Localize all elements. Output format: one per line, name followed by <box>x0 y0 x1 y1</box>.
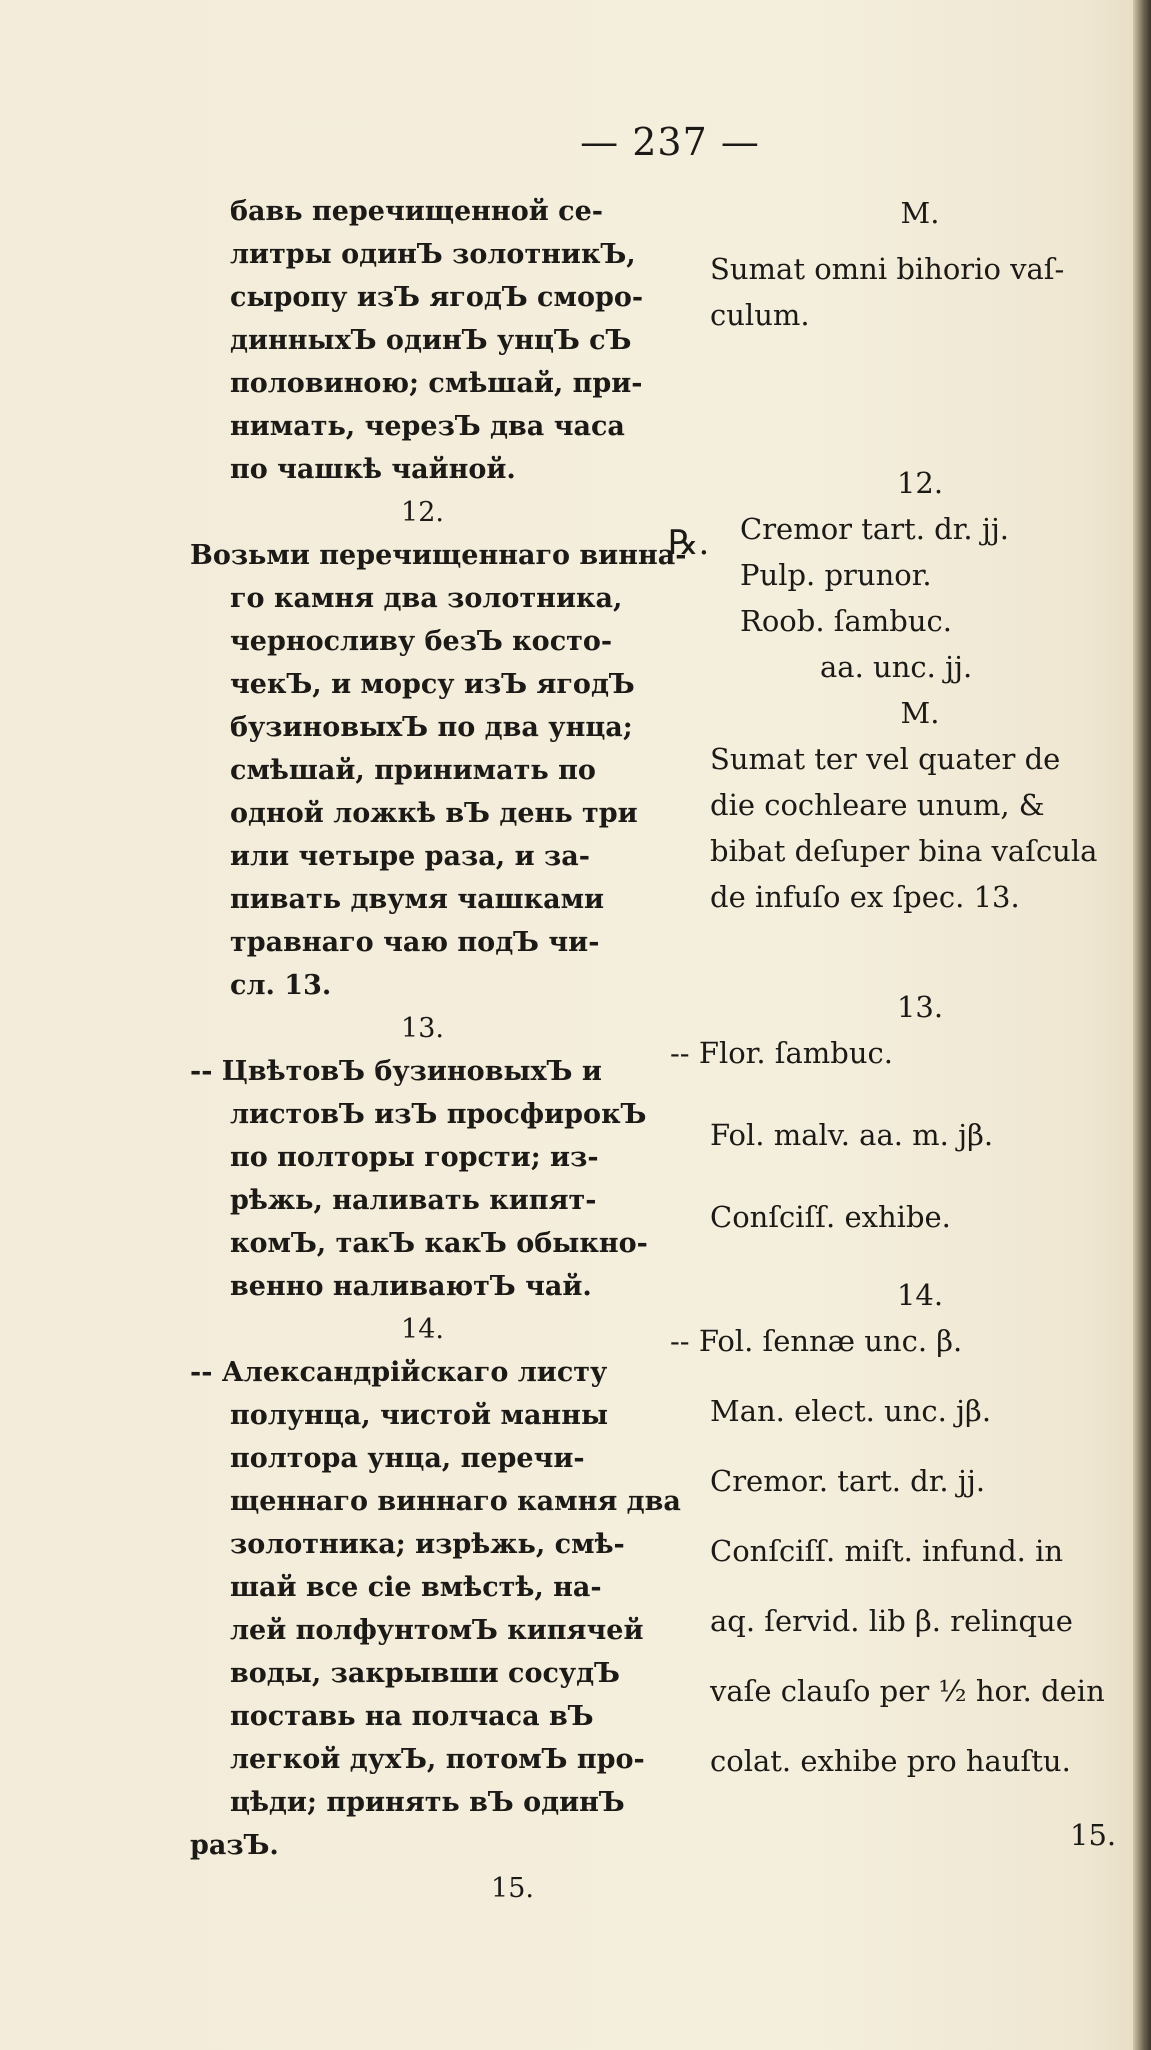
recipe-number: 12. <box>401 497 444 528</box>
text-line: aq. ſervid. lib β. relinque <box>710 1604 1073 1638</box>
text-line: по полторы горсти; из- <box>230 1142 599 1173</box>
text-line: Fol. malv. aa. m. jβ. <box>710 1118 994 1152</box>
text-line: динныхЪ одинЪ унцЪ сЪ <box>230 325 632 356</box>
russian-column <box>190 190 687 1910</box>
recipe-number: 15. <box>491 1873 534 1904</box>
text-line: Cremor. tart. dr. jj. <box>710 1464 986 1498</box>
text-line: лей полфунтомЪ кипячей <box>230 1615 644 1646</box>
text-line: culum. <box>710 298 810 332</box>
text-line: пивать двумя чашками <box>230 884 605 915</box>
text-line: сл. 13. <box>230 970 332 1001</box>
rx-symbol: ℞. <box>668 523 710 563</box>
text-line: бавь перечищенной се- <box>230 196 603 227</box>
text-line: Sumat omni bihorio vaſ- <box>710 252 1065 286</box>
recipe-number: 14. <box>401 1314 444 1345</box>
text-line: чекЪ, и морсу изЪ ягодЪ <box>230 669 635 700</box>
recipe-number: 13. <box>401 1013 444 1044</box>
text-line: поставь на полчаса вЪ <box>230 1701 594 1732</box>
recipe-number: 14. <box>896 1278 944 1312</box>
text-line: -- Александрійскаго листу <box>190 1357 608 1388</box>
text-line: разЪ. <box>190 1830 279 1861</box>
text-line: смѣшай, принимать по <box>230 755 596 786</box>
text-line: Conſciſſ. exhibe. <box>710 1200 951 1234</box>
text-line: Pulp. prunor. <box>740 558 932 592</box>
text-line: по чашкѣ чайной. <box>230 454 516 485</box>
text-line: шай все сіе вмѣстѣ, на- <box>230 1572 602 1603</box>
text-line: Возьми перечищеннаго винна- <box>190 540 687 571</box>
text-line: травнаго чаю подЪ чи- <box>230 927 600 958</box>
recipe-number: 13. <box>896 990 944 1024</box>
text-line: Conſciſſ. miſt. infund. in <box>710 1534 1064 1568</box>
text-line: щеннаго виннаго камня два <box>230 1486 681 1517</box>
text-line: aa. unc. jj. <box>820 650 973 684</box>
text-line: Cremor tart. dr. jj. <box>740 512 1010 546</box>
page-edge <box>1133 0 1151 2050</box>
text-line: vaſe clauſo per ½ hor. dein <box>710 1674 1105 1708</box>
text-line: -- Fol. ſennæ unc. β. <box>670 1324 963 1358</box>
text-line: воды, закрывши сосудЪ <box>230 1658 620 1689</box>
recipe-number: 15. <box>1070 1818 1117 1852</box>
text-line: листовЪ изЪ просфирокЪ <box>230 1099 647 1130</box>
text-line: Sumat ter vel quater de <box>710 742 1061 776</box>
text-line: половиною; смѣшай, при- <box>230 368 643 399</box>
text-line: полунца, чистой манны <box>230 1400 609 1431</box>
text-line: венно наливаютЪ чай. <box>230 1271 592 1302</box>
mix-label: M. <box>900 696 940 730</box>
text-line: комЪ, такЪ какЪ обыкно- <box>230 1228 648 1259</box>
text-line: цѣди; принять вЪ одинЪ <box>230 1787 625 1818</box>
text-line: бузиновыхЪ по два унца; <box>230 712 633 743</box>
text-line: Man. elect. unc. jβ. <box>710 1394 992 1428</box>
text-line: сыропу изЪ ягодЪ сморо- <box>230 282 644 313</box>
text-line: -- ЦвѣтовЪ бузиновыхЪ и <box>190 1056 602 1087</box>
page-number: — 237 — <box>580 120 760 164</box>
text-line: золотника; изрѣжь, смѣ- <box>230 1529 625 1560</box>
text-line: colat. exhibe pro hauſtu. <box>710 1744 1071 1778</box>
text-line: bibat deſuper bina vaſcula <box>710 834 1098 868</box>
text-line: de infuſo ex ſpec. 13. <box>710 880 1020 914</box>
text-line: одной ложкѣ вЪ день три <box>230 798 638 829</box>
text-line: рѣжь, наливать кипят- <box>230 1185 597 1216</box>
text-line: -- Flor. ſambuc. <box>670 1036 894 1070</box>
text-line: черносливу безЪ косто- <box>230 626 613 657</box>
text-line: легкой духЪ, потомЪ про- <box>230 1744 645 1775</box>
text-line: полтора унца, перечи- <box>230 1443 585 1474</box>
text-line: нимать, черезЪ два часа <box>230 411 625 442</box>
mix-label: M. <box>900 196 940 230</box>
text-line: го камня два золотника, <box>230 583 623 614</box>
latin-column <box>670 190 1130 1858</box>
text-line: или четыре раза, и за- <box>230 841 590 872</box>
text-line: литры одинЪ золотникЪ, <box>230 239 636 270</box>
text-line: die cochleare unum, & <box>710 788 1045 822</box>
text-line: Roob. ſambuc. <box>740 604 952 638</box>
recipe-number: 12. <box>896 466 944 500</box>
